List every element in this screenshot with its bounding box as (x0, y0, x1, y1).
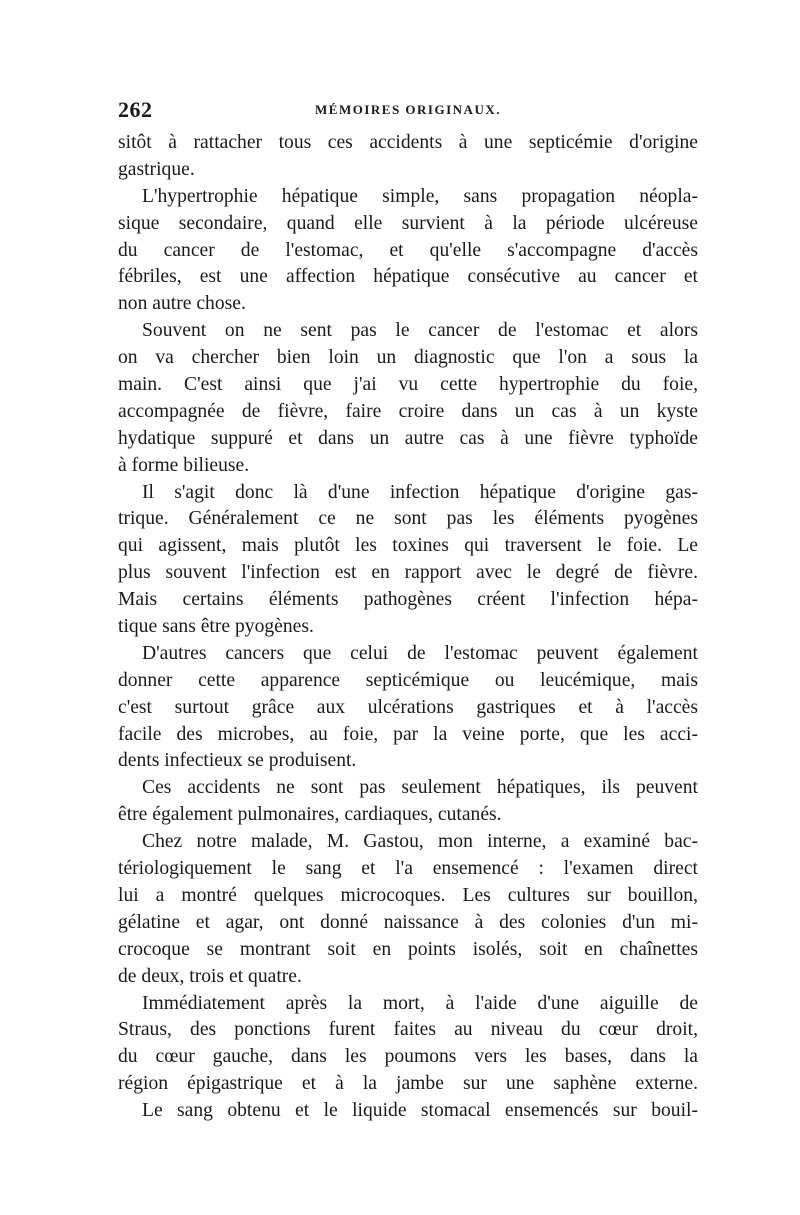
page-header (118, 97, 698, 125)
text-line: du cancer de l'estomac, et qu'elle s'accompagne d'accès (118, 239, 698, 261)
text-line: du cœur gauche, dans les poumons vers les bases, dans la (118, 1046, 698, 1068)
text-line: dents infectieux se produisent. (118, 750, 357, 772)
text-line: plus souvent l'infection est en rapport avec le degré de fièvre. (118, 562, 698, 584)
text-line: Le sang obtenu et le liquide stomacal ensemencés sur bouil- (142, 1100, 698, 1122)
text-line: tique sans être pyogènes. (118, 616, 314, 638)
text-line: crocoque se montrant soit en points isolés, soit en chaînettes (118, 938, 698, 960)
text-line: Immédiatement après la mort, à l'aide d'une aiguille de (142, 992, 698, 1014)
text-line: non autre chose. (118, 293, 246, 315)
text-line: de deux, trois et quatre. (118, 965, 302, 987)
text-line: fébriles, est une affection hépatique consécutive au cancer et (118, 266, 698, 288)
text-line: c'est surtout grâce aux ulcérations gastriques et à l'accès (118, 696, 698, 718)
text-line: Ces accidents ne sont pas seulement hépatiques, ils peuvent (142, 777, 698, 799)
text-line: donner cette apparence septicémique ou leucémique, mais (118, 669, 698, 691)
text-line: gélatine et agar, ont donné naissance à des colonies d'un mi- (118, 911, 698, 933)
text-line: gastrique. (118, 158, 195, 180)
text-line: sitôt à rattacher tous ces accidents à une septicémie d'origine (118, 132, 698, 153)
text-line: à forme bilieuse. (118, 454, 250, 476)
text-line: L'hypertrophie hépatique simple, sans propagation néopla- (142, 185, 698, 207)
text-line: hydatique suppuré et dans un autre cas à une fièvre typhoïde (118, 427, 698, 449)
text-line: main. C'est ainsi que j'ai vu cette hypertrophie du foie, (118, 374, 698, 396)
text-line: région épigastrique et à la jambe sur une saphène externe. (118, 1073, 698, 1095)
text-line: tériologiquement le sang et l'a ensemencé : l'examen direct (118, 858, 698, 880)
text-line: accompagnée de fièvre, faire croire dans un cas à un kyste (118, 400, 698, 422)
text-line: Mais certains éléments pathogènes créent l'infection hépa- (118, 589, 698, 611)
body-text (118, 130, 698, 1125)
text-line: facile des microbes, au foie, par la veine porte, que les acci- (118, 723, 698, 745)
text-line: Souvent on ne sent pas le cancer de l'estomac et alors (142, 320, 698, 342)
text-line: être également pulmonaires, cardiaques, cutanés. (118, 804, 502, 826)
page-number: 262 (118, 97, 153, 122)
text-line: sique secondaire, quand elle survient à la période ulcéreuse (118, 212, 698, 234)
text-line: trique. Généralement ce ne sont pas les éléments pyogènes (118, 508, 698, 530)
text-line: qui agissent, mais plutôt les toxines qui traversent le foie. Le (118, 535, 698, 557)
text-line: Chez notre malade, M. Gastou, mon interne, a examiné bac- (142, 831, 698, 853)
text-line: Straus, des ponctions furent faites au niveau du cœur droit, (118, 1019, 698, 1041)
text-line: on va chercher bien loin un diagnostic que l'on a sous la (118, 347, 698, 369)
text-line: lui a montré quelques microcoques. Les cultures sur bouillon, (118, 884, 698, 906)
running-title: MÉMOIRES ORIGINAUX. (315, 102, 501, 117)
text-line: D'autres cancers que celui de l'estomac peuvent également (142, 642, 698, 664)
text-line: Il s'agit donc là d'une infection hépatique d'origine gas- (142, 481, 698, 503)
